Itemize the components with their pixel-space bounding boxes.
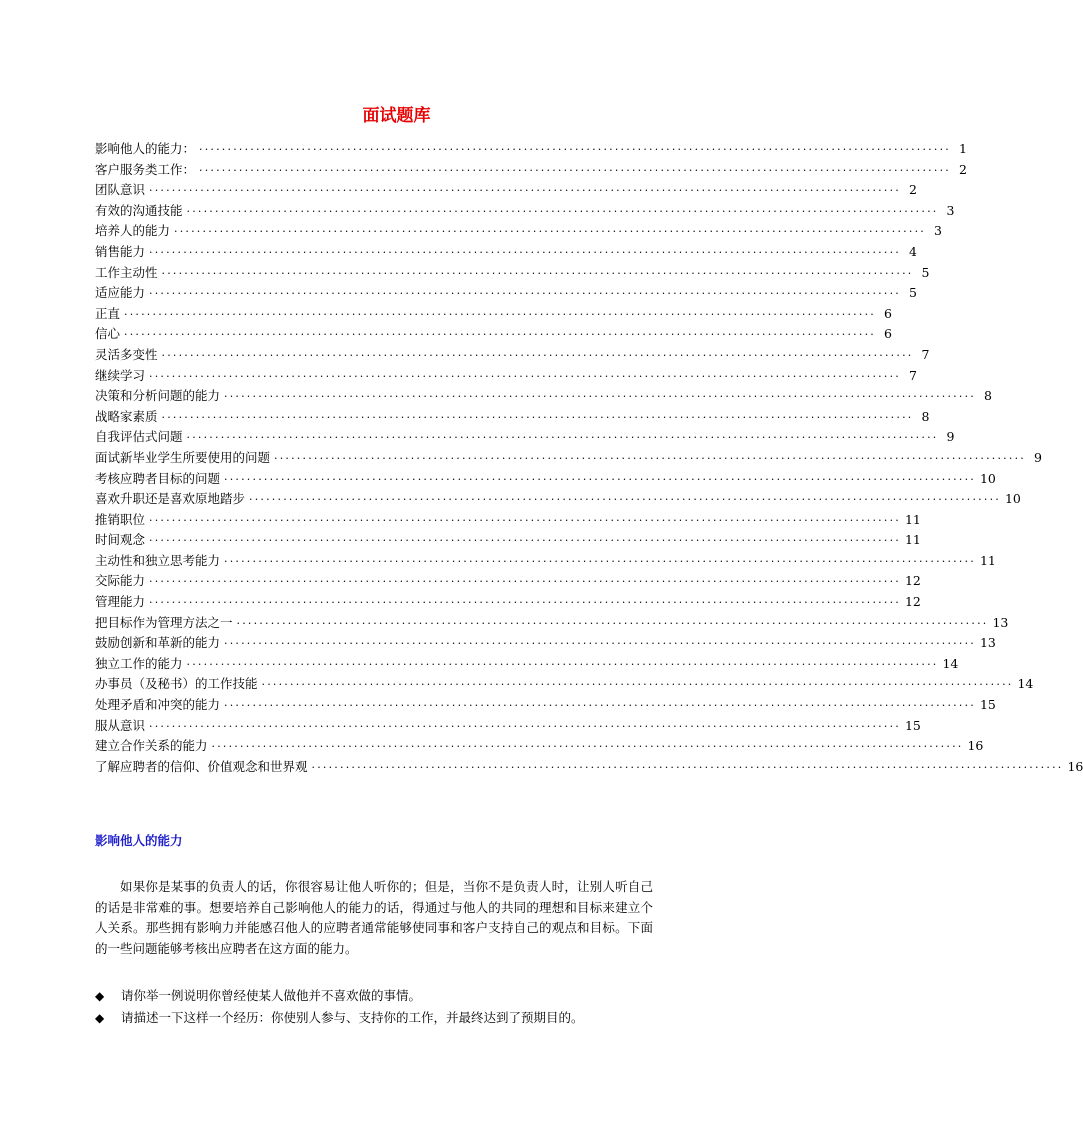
- toc-leader-dots: ····································································································································: [224, 637, 976, 651]
- toc-entry-label: 了解应聘者的信仰、价值观念和世界观: [95, 758, 308, 774]
- toc-entry[interactable]: [95, 469, 996, 490]
- toc-leader-dots: ····································································································································: [161, 410, 914, 424]
- toc-leader-dots: ····································································································································: [236, 616, 989, 630]
- toc-entry[interactable]: [95, 180, 917, 201]
- toc-entry-page-number: 10: [1004, 491, 1021, 507]
- toc-entry-label: 培养人的能力: [95, 223, 171, 239]
- toc-entry-page-number: 15: [979, 697, 996, 713]
- toc-entry-page-number: 5: [909, 285, 917, 301]
- toc-entry-page-number: 15: [904, 717, 921, 733]
- toc-entry-label: 考核应聘者目标的问题: [95, 470, 221, 486]
- diamond-bullet-icon: ◆: [95, 989, 105, 1003]
- question-text: 请你举一例说明你曾经使某人做他并不喜欢做的事情。: [121, 988, 422, 1003]
- toc-leader-dots: ····································································································································: [149, 596, 901, 610]
- toc-entry-label: 有效的沟通技能: [95, 202, 183, 218]
- toc-entry-label: 喜欢升职还是喜欢原地踏步: [95, 491, 246, 507]
- toc-entry-label: 交际能力: [95, 573, 146, 589]
- toc-leader-dots: ····································································································································: [311, 760, 1064, 774]
- toc-entry[interactable]: [95, 345, 930, 366]
- toc-entry-page-number: 2: [909, 182, 917, 198]
- toc-leader-dots: ····································································································································: [161, 348, 914, 362]
- toc-entry[interactable]: [95, 283, 917, 304]
- toc-entry-page-number: 6: [884, 305, 892, 321]
- toc-leader-dots: ····································································································································: [199, 143, 951, 156]
- toc-entry-label: 服从意识: [95, 717, 146, 733]
- toc-entry-label: 正直: [95, 305, 121, 321]
- toc-leader-dots: ····································································································································: [186, 431, 939, 445]
- toc-entry-page-number: 11: [904, 532, 921, 548]
- toc-entry[interactable]: [95, 324, 892, 345]
- toc-leader-dots: ····································································································································: [186, 657, 939, 671]
- toc-entry-page-number: 1: [959, 141, 967, 156]
- toc-entry-page-number: 5: [921, 264, 930, 280]
- toc-entry-page-number: 16: [1067, 758, 1083, 774]
- toc-entry-label: 灵活多变性: [95, 346, 158, 362]
- toc-entry-page-number: 11: [904, 511, 921, 527]
- toc-leader-dots: ····································································································································: [199, 163, 951, 177]
- toc-entry[interactable]: [95, 263, 930, 284]
- toc-entry-label: 时间观念: [95, 532, 146, 548]
- toc-entry-label: 鼓励创新和革新的能力: [95, 635, 221, 651]
- toc-entry-label: 信心: [95, 326, 121, 342]
- toc-entry[interactable]: [95, 551, 996, 572]
- toc-entry-label: 决策和分析问题的能力: [95, 388, 221, 404]
- section-heading: 影响他人的能力: [95, 833, 183, 848]
- toc-entry[interactable]: [95, 407, 930, 428]
- toc-entry-page-number: 4: [909, 243, 917, 259]
- toc-entry-page-number: 10: [979, 470, 996, 486]
- toc-entry[interactable]: [95, 448, 1042, 469]
- toc-leader-dots: ····································································································································: [261, 678, 1014, 692]
- toc-entry-label: 继续学习: [95, 367, 146, 383]
- toc-entry[interactable]: [95, 654, 959, 675]
- toc-entry[interactable]: [95, 242, 917, 263]
- toc-entry-page-number: 16: [967, 738, 984, 754]
- toc-entry[interactable]: [95, 695, 996, 716]
- toc-entry-page-number: 12: [904, 573, 921, 589]
- toc-entry[interactable]: [95, 139, 967, 160]
- toc-entry-page-number: 8: [984, 388, 992, 404]
- toc-entry-page-number: 7: [909, 367, 917, 383]
- toc-leader-dots: ····································································································································: [149, 575, 901, 589]
- toc-entry-page-number: 7: [921, 346, 930, 362]
- toc-entry[interactable]: [95, 510, 921, 531]
- toc-entry-label: 团队意识: [95, 182, 146, 198]
- toc-entry-label: 战略家素质: [95, 408, 158, 424]
- toc-leader-dots: ····································································································································: [274, 451, 1026, 465]
- toc-entry-page-number: 3: [934, 223, 942, 239]
- toc-entry-page-number: 2: [959, 161, 967, 177]
- toc-entry-label: 自我评估式问题: [95, 429, 183, 445]
- toc-entry-label: 把目标作为管理方法之一: [95, 614, 233, 630]
- table-of-contents: [95, 139, 1083, 777]
- toc-leader-dots: ····································································································································: [149, 534, 901, 548]
- toc-leader-dots: ····································································································································: [224, 472, 976, 486]
- toc-entry-label: 面试新毕业学生所要使用的问题: [95, 449, 271, 465]
- toc-entry[interactable]: [95, 592, 921, 613]
- toc-leader-dots: ····································································································································: [249, 493, 1001, 507]
- toc-leader-dots: ····································································································································: [149, 287, 901, 301]
- toc-leader-dots: ····································································································································: [124, 328, 876, 342]
- toc-leader-dots: ····································································································································: [149, 513, 901, 527]
- toc-entry[interactable]: [95, 386, 992, 407]
- question-text: 请描述一下这样一个经历：你使别人参与、支持你的工作，并最终达到了预期目的。: [121, 1010, 584, 1025]
- toc-entry-label: 销售能力: [95, 243, 146, 259]
- toc-leader-dots: ····································································································································: [224, 390, 976, 404]
- toc-entry[interactable]: [95, 716, 921, 737]
- toc-entry-label: 影响他人的能力：: [95, 141, 196, 156]
- toc-leader-dots: ····································································································································: [149, 245, 901, 259]
- toc-entry-label: 适应能力: [95, 285, 146, 301]
- question-item: [95, 985, 665, 1007]
- toc-entry-page-number: 8: [921, 408, 930, 424]
- toc-entry[interactable]: [95, 489, 1021, 510]
- toc-entry-label: 独立工作的能力: [95, 655, 183, 671]
- toc-entry[interactable]: [95, 633, 996, 654]
- toc-entry[interactable]: [95, 757, 1083, 778]
- toc-entry[interactable]: [95, 571, 921, 592]
- toc-entry-page-number: 14: [1017, 676, 1034, 692]
- toc-entry[interactable]: [95, 366, 917, 387]
- toc-leader-dots: ····································································································································: [224, 699, 976, 713]
- toc-leader-dots: ····································································································································: [174, 225, 926, 239]
- toc-entry-page-number: 6: [884, 326, 892, 342]
- section-paragraph: 如果你是某事的负责人的话，你很容易让他人听你的；但是，当你不是负责人时，让别人听自己的话是非常难的事。想要培养自己影响他人的能力的话，得通过与他人的共同的理想和目标来建立个人关系。那些拥有影响力并能感召他人的应聘者通常能够使同事和客户支持自己的观点和目标。下面的一些问题能够考核出应聘者在这方面的能力。: [95, 879, 653, 956]
- document-title: 面试题库: [362, 106, 431, 126]
- toc-entry[interactable]: [95, 201, 955, 222]
- question-list: [95, 985, 665, 1029]
- toc-leader-dots: ····································································································································: [124, 307, 876, 321]
- toc-entry-page-number: 13: [979, 635, 996, 651]
- question-item: [95, 1007, 665, 1029]
- diamond-bullet-icon: ◆: [95, 1011, 105, 1025]
- toc-entry-label: 工作主动性: [95, 264, 158, 280]
- toc-entry[interactable]: [95, 160, 967, 181]
- toc-entry[interactable]: [95, 304, 892, 325]
- toc-entry-page-number: 11: [979, 552, 996, 568]
- toc-entry-page-number: 9: [946, 429, 955, 445]
- toc-entry-page-number: 3: [946, 202, 955, 218]
- toc-entry[interactable]: [95, 427, 955, 448]
- toc-leader-dots: ····································································································································: [161, 266, 914, 280]
- toc-leader-dots: ····································································································································: [186, 204, 939, 218]
- toc-entry-label: 建立合作关系的能力: [95, 738, 208, 754]
- toc-leader-dots: ····································································································································: [211, 740, 964, 754]
- toc-leader-dots: ····································································································································: [149, 184, 901, 198]
- toc-entry[interactable]: [95, 530, 921, 551]
- toc-entry-label: 办事员（及秘书）的工作技能: [95, 676, 258, 692]
- toc-entry-page-number: 12: [904, 594, 921, 610]
- toc-entry-label: 处理矛盾和冲突的能力: [95, 697, 221, 713]
- toc-entry-label: 主动性和独立思考能力: [95, 552, 221, 568]
- toc-entry[interactable]: [95, 674, 1034, 695]
- toc-entry[interactable]: [95, 736, 984, 757]
- toc-entry[interactable]: [95, 221, 942, 242]
- toc-entry-page-number: 13: [992, 614, 1009, 630]
- toc-entry-label: 推销职位: [95, 511, 146, 527]
- toc-leader-dots: ····································································································································: [149, 719, 901, 733]
- toc-leader-dots: ····································································································································: [149, 369, 901, 383]
- toc-entry[interactable]: [95, 613, 1009, 634]
- toc-entry-page-number: 14: [942, 655, 959, 671]
- toc-entry-label: 管理能力: [95, 594, 146, 610]
- toc-entry-label: 客户服务类工作：: [95, 161, 196, 177]
- toc-entry-page-number: 9: [1034, 449, 1042, 465]
- toc-leader-dots: ····································································································································: [224, 554, 976, 568]
